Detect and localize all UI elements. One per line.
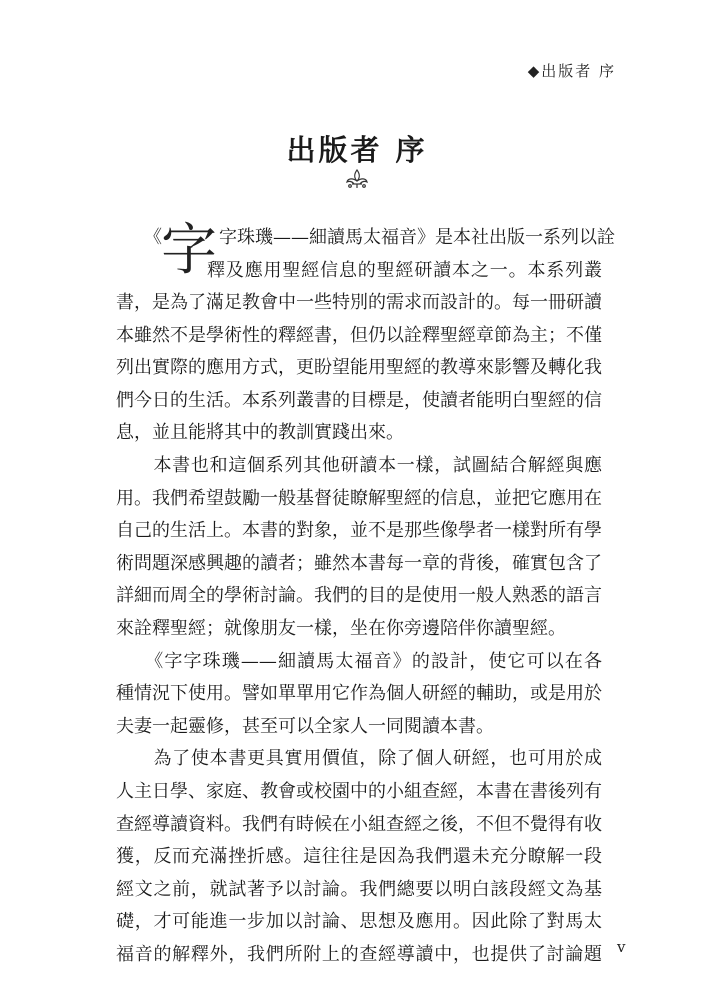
text-fragment: 釋及應用聖經信息的聖經研讀本之一。本系列叢: [207, 259, 602, 281]
text-line: 經文之前，就試著予以討論。我們總要以明白該段經文為基: [116, 878, 602, 900]
text-line: 《字字珠璣——細讀馬太福音》的設計，使它可以在各: [116, 650, 602, 672]
text-line: [116, 222, 615, 255]
page-number: v: [617, 938, 626, 956]
text-line: 人主日學、家庭、教會或校園中的小組查經，本書在書後列有: [116, 780, 602, 802]
text-line: 自己的生活上。本書的對象，並不是那些像學者一樣對所有學: [116, 520, 602, 542]
text-line: 書，是為了滿足教會中一些特別的需求而設計的。每一冊研讀: [116, 292, 602, 313]
text-line: 獲，反而充滿挫折感。這往往是因為我們還未充分瞭解一段: [116, 846, 602, 868]
text-line: 為了使本書更具實用價值，除了個人研經，也可用於成: [116, 748, 602, 770]
running-header: ◆出版者 序: [527, 62, 616, 80]
text-line: 查經導讀資料。我們有時候在小組查經之後，不但不覺得有收: [116, 813, 602, 835]
text-fragment: 《: [144, 227, 162, 248]
text-line: [116, 255, 602, 288]
page-title: 出版者 序: [286, 133, 428, 167]
text-fragment: 字珠璣——細讀馬太福音》是本社出版一系列以詮: [219, 227, 615, 248]
text-line: 詳細而周全的學術討論。我們的目的是使用一般人熟悉的語言: [116, 585, 602, 607]
fleur-de-lis-icon: [343, 168, 371, 190]
text-line: 礎，才可能進一步加以討論、思想及應用。因此除了對馬太: [116, 911, 602, 933]
text-line: 種情況下使用。譬如單單用它作為個人研經的輔助，或是用於: [116, 683, 602, 705]
body-text: [116, 218, 615, 971]
text-line: 們今日的生活。本系列叢書的目標是，使讀者能明白聖經的信: [116, 389, 602, 411]
paragraph-1-opening: [116, 218, 615, 287]
text-line: 用。我們希望鼓勵一般基督徒瞭解聖經的信息，並把它應用在: [116, 487, 602, 509]
drop-cap: 字: [161, 218, 217, 283]
text-line: 術問題深感興趣的讀者；雖然本書每一章的背後，確實包含了: [116, 552, 602, 574]
text-line: 夫妻一起靈修，甚至可以全家人一同閱讀本書。: [116, 715, 494, 737]
text-line: 福音的解釋外，我們所附上的查經導讀中，也提供了討論題: [116, 943, 602, 965]
text-line: 本雖然不是學術性的釋經書，但仍以詮釋聖經章節為主；不僅: [116, 324, 602, 346]
text-line: 列出實際的應用方式，更盼望能用聖經的教導來影響及轉化我: [116, 357, 602, 379]
text-line: 來詮釋聖經；就像朋友一樣，坐在你旁邊陪伴你讀聖經。: [116, 617, 566, 639]
text-line: 息，並且能將其中的教訓實踐出來。: [116, 422, 404, 444]
text-line: 本書也和這個系列其他研讀本一樣，試圖結合解經與應: [116, 454, 602, 476]
